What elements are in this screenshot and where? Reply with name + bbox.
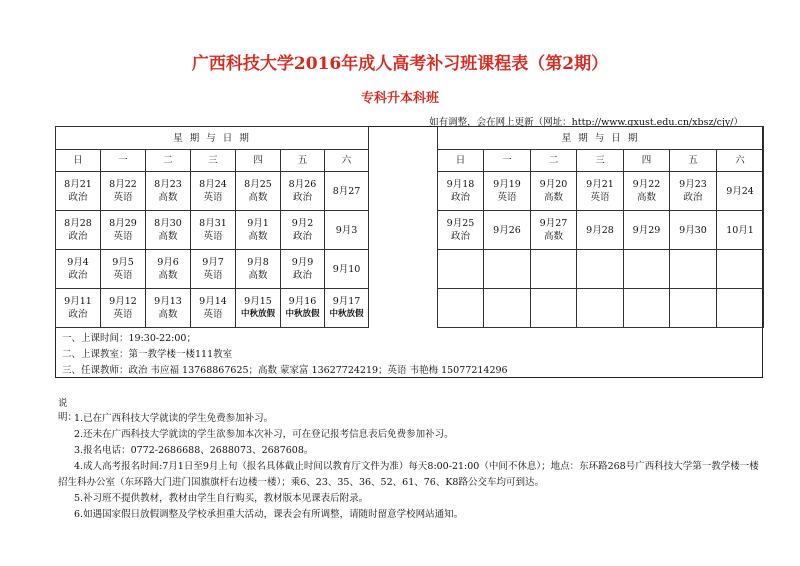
- schedule-cell: [484, 211, 531, 250]
- cell-date: 9月12: [109, 296, 137, 307]
- cell-subject: 英语: [113, 231, 133, 242]
- cell-date: 8月23: [154, 179, 182, 190]
- classroom: 二、上课教室：第一教学楼一楼111教室: [62, 349, 233, 360]
- weekday-header: 六: [325, 150, 369, 172]
- schedule-cell: [236, 211, 281, 250]
- schedule-cell: [325, 211, 369, 250]
- cell-date: 9月15: [244, 296, 272, 307]
- cell-subject: 政治: [292, 192, 312, 203]
- cell-date: 9月25: [446, 218, 475, 229]
- weekday-header: 三: [577, 150, 624, 172]
- schedule-cell: [670, 289, 717, 328]
- class-time: 一、上课时间：19:30-22:00；: [62, 333, 196, 344]
- cell-date: 8月27: [332, 185, 361, 197]
- cell-subject: 政治: [450, 192, 470, 203]
- cell-date: 9月9: [291, 257, 314, 268]
- cell-subject: 英语: [203, 231, 223, 242]
- schedule-cell: [717, 211, 764, 250]
- schedule-cell: [325, 250, 369, 289]
- cell-subject: 英语: [203, 309, 223, 320]
- weekday-header: 日: [438, 150, 484, 172]
- update-notice: 如有调整，会在网上更新（网址：http://www.gxust.edu.cn/xbsz/cjy/）: [429, 117, 743, 128]
- schedule-cell: [146, 211, 191, 250]
- cell-date: 9月10: [332, 263, 361, 275]
- cell-subject: 高数: [158, 309, 178, 320]
- schedule-cell: [191, 250, 236, 289]
- cell-subject: 高数: [543, 192, 563, 203]
- schedule-cell: [438, 211, 484, 250]
- cell-subject: 英语: [590, 192, 610, 203]
- cell-subject: 政治: [450, 231, 470, 242]
- cell-subject: 政治: [68, 231, 88, 242]
- schedule-cell: [484, 250, 531, 289]
- right-schedule-table: [437, 126, 764, 328]
- cell-subject: 中秋放假: [240, 309, 275, 319]
- schedule-cell: [484, 289, 531, 328]
- cell-date: 9月28: [586, 224, 614, 236]
- cell-date: 9月21: [586, 179, 614, 190]
- schedule-header: 星 期 与 日 期: [438, 127, 764, 150]
- page-subtitle: 专科升本科班: [360, 91, 439, 106]
- schedule-cell: [281, 289, 325, 328]
- schedule-cell: [56, 211, 101, 250]
- cell-date: 8月29: [109, 218, 137, 229]
- cell-subject: 高数: [158, 192, 178, 203]
- schedule-cell: [577, 289, 624, 328]
- schedule-cell: [624, 250, 670, 289]
- cell-date: 9月27: [539, 218, 568, 229]
- schedule-cell: [624, 211, 670, 250]
- cell-date: 8月31: [199, 218, 227, 229]
- notes-label: 说明：: [58, 398, 78, 423]
- cell-subject: 政治: [68, 192, 88, 203]
- schedule-cell: [56, 289, 101, 328]
- cell-date: 9月29: [632, 224, 661, 236]
- note-item: 1.已在广西科技大学就读的学生免费参加补习。: [74, 413, 274, 424]
- schedule-cell: [101, 211, 146, 250]
- schedule-cell: [531, 289, 577, 328]
- schedule-cell: [325, 172, 369, 211]
- cell-date: 9月5: [112, 257, 134, 268]
- cell-date: 9月7: [202, 257, 224, 268]
- schedule-cell: [56, 172, 101, 211]
- schedule-cell: [56, 250, 101, 289]
- cell-subject: 英语: [113, 270, 133, 281]
- weekday-header: 五: [281, 150, 325, 172]
- cell-date: 9月1: [247, 218, 269, 229]
- schedule-cell: [281, 250, 325, 289]
- cell-subject: 英语: [203, 270, 223, 281]
- cell-date: 9月13: [154, 296, 182, 307]
- schedule-cell: [101, 172, 146, 211]
- weekday-header: 五: [670, 150, 717, 172]
- weekday-header: 一: [484, 150, 531, 172]
- cell-date: 8月22: [109, 179, 137, 190]
- cell-date: 9月4: [67, 257, 89, 268]
- schedule-cell: [236, 172, 281, 211]
- schedule-cell: [236, 250, 281, 289]
- schedule-cell: [281, 211, 325, 250]
- cell-date: 9月2: [291, 218, 314, 229]
- schedule-cell: [670, 250, 717, 289]
- cell-date: 8月26: [288, 179, 317, 190]
- weekday-header: 四: [624, 150, 670, 172]
- schedule-cell: [236, 289, 281, 328]
- weekday-header: 四: [236, 150, 281, 172]
- schedule-cell: [101, 250, 146, 289]
- left-schedule-table: [55, 126, 369, 328]
- note-item: 5.补习班不提供教材，教材由学生自行购买，教材版本见课表后附录。: [74, 493, 369, 504]
- cell-subject: 高数: [158, 231, 178, 242]
- weekday-header: 二: [146, 150, 191, 172]
- cell-date: 9月8: [247, 257, 269, 268]
- cell-date: 9月17: [332, 296, 361, 307]
- weekday-header: 二: [531, 150, 577, 172]
- cell-subject: 政治: [292, 231, 312, 242]
- schedule-cell: [146, 250, 191, 289]
- cell-date: 8月24: [199, 179, 227, 190]
- note-item: 3.报名电话：0772-2686688、2688073、2687608。: [74, 445, 314, 456]
- schedule-cell: [717, 172, 764, 211]
- weekday-header: 三: [191, 150, 236, 172]
- weekday-header: 一: [101, 150, 146, 172]
- schedule-cell: [670, 211, 717, 250]
- schedule-cell: [531, 211, 577, 250]
- note-item: 2.还未在广西科技大学就读的学生欲参加本次补习，可在登记报考信息表后免费参加补习。: [74, 429, 454, 440]
- cell-date: 8月28: [64, 218, 92, 229]
- cell-subject: 高数: [248, 270, 268, 281]
- schedule-cell: [531, 250, 577, 289]
- schedule-cell: [670, 172, 717, 211]
- cell-date: 10月1: [726, 224, 754, 236]
- schedule-cell: [146, 289, 191, 328]
- note-item: 6.如遇国家假日放假调整及学校承担重大活动，课表会有所调整，请随时留意学校网站通知。: [74, 509, 464, 520]
- schedule-cell: [577, 172, 624, 211]
- note-item: 招生科办公室（东环路大门进门国旗旗杆右边楼一楼）；乘6、23、35、36、52、61、76、K8路公交车均可到达。: [58, 477, 544, 488]
- cell-date: 9月23: [679, 179, 707, 190]
- cell-date: 9月18: [446, 179, 475, 190]
- schedule-cell: [717, 289, 764, 328]
- cell-subject: 英语: [203, 192, 223, 203]
- cell-date: 9月16: [288, 296, 317, 307]
- schedule-cell: [717, 250, 764, 289]
- note-item: 4.成人高考报名时间:7月1日至9月上旬（报名具体截止时间以教育厅文件为准）每天8:00-21:00（中间不休息）；地点：东环路268号广西科技大学第一教学楼一楼: [74, 461, 759, 472]
- cell-date: 9月30: [679, 224, 707, 236]
- cell-date: 8月25: [244, 179, 272, 190]
- cell-date: 9月14: [199, 296, 227, 307]
- weekday-header: 六: [717, 150, 764, 172]
- schedule-cell: [191, 172, 236, 211]
- schedule-cell: [101, 289, 146, 328]
- page-title: 广西科技大学2016年成人高考补习班课程表（第2期）: [191, 54, 609, 74]
- cell-subject: 政治: [68, 270, 88, 281]
- cell-subject: 中秋放假: [329, 309, 364, 319]
- cell-subject: 中秋放假: [285, 309, 320, 319]
- schedule-cell: [624, 172, 670, 211]
- schedule-header: 星 期 与 日 期: [56, 127, 369, 150]
- cell-date: 9月6: [157, 257, 179, 268]
- cell-date: 9月26: [493, 224, 521, 236]
- schedule-cell: [577, 211, 624, 250]
- cell-date: 9月20: [539, 179, 568, 190]
- schedule-cell: [191, 211, 236, 250]
- cell-subject: 政治: [683, 192, 703, 203]
- weekday-header: 日: [56, 150, 101, 172]
- schedule-cell: [146, 172, 191, 211]
- schedule-cell: [191, 289, 236, 328]
- schedule-cell: [531, 172, 577, 211]
- schedule-cell: [624, 289, 670, 328]
- cell-date: 9月3: [335, 224, 358, 236]
- schedule-cell: [438, 250, 484, 289]
- cell-date: 9月11: [64, 296, 92, 307]
- cell-date: 8月30: [154, 218, 182, 229]
- schedule-cell: [438, 289, 484, 328]
- cell-subject: 高数: [248, 231, 268, 242]
- schedule-cell: [438, 172, 484, 211]
- cell-subject: 高数: [158, 270, 178, 281]
- cell-subject: 高数: [543, 231, 563, 242]
- cell-date: 9月22: [632, 179, 661, 190]
- schedule-cell: [281, 172, 325, 211]
- cell-subject: 政治: [292, 270, 312, 281]
- cell-subject: 英语: [113, 309, 133, 320]
- schedule-cell: [577, 250, 624, 289]
- cell-subject: 政治: [68, 309, 88, 320]
- cell-subject: 英语: [113, 192, 133, 203]
- cell-subject: 高数: [248, 192, 268, 203]
- cell-subject: 英语: [497, 192, 517, 203]
- teachers: 三、任课教师：政治 韦应福 13768867625；高数 蒙家富 13627724219；英语 韦艳梅 15077214296: [62, 365, 508, 376]
- cell-date: 9月24: [726, 185, 754, 197]
- schedule-cell: [484, 172, 531, 211]
- cell-date: 8月21: [64, 179, 92, 190]
- schedule-cell: [325, 289, 369, 328]
- cell-date: 9月19: [493, 179, 521, 190]
- cell-subject: 高数: [636, 192, 656, 203]
